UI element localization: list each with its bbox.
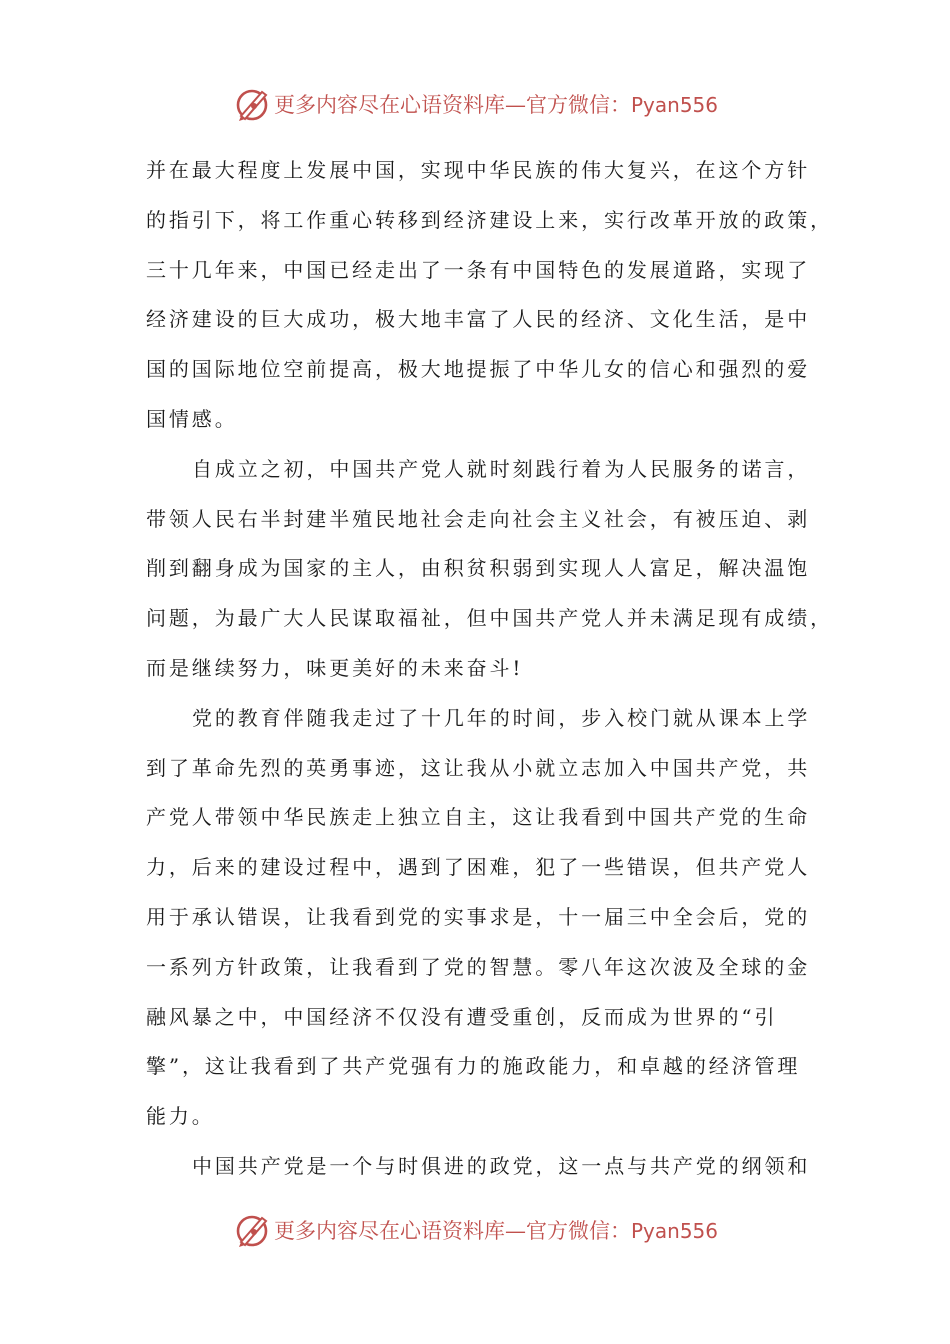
body-text-line: 带领人民右半封建半殖民地社会走向社会主义社会，有被压迫、剥 <box>146 506 811 531</box>
body-text-line: 中国共产党是一个与时俱进的政党，这一点与共产党的纲领和 <box>192 1153 811 1178</box>
body-text-line: 的指引下，将工作重心转移到经济建设上来，实行改革开放的政策， <box>146 207 833 232</box>
body-text-line: 产党人带领中华民族走上独立自主，这让我看到中国共产党的生命 <box>146 805 811 830</box>
body-text-line: 经济建设的巨大成功，极大地丰富了人民的经济、文化生活，是中 <box>146 307 811 332</box>
body-text-line: 融风暴之中，中国经济不仅没有遭受重创，反而成为世界的“引 <box>146 1004 778 1029</box>
pen-circle-logo-icon <box>232 1210 272 1250</box>
body-text-line: 党的教育伴随我走过了十几年的时间，步入校门就从课本上学 <box>192 705 811 730</box>
body-text-line: 自成立之初，中国共产党人就时刻践行着为人民服务的诺言， <box>192 456 811 481</box>
document-body <box>146 146 833 1192</box>
body-text-line: 问题，为最广大人民谋取福祉，但中国共产党人并未满足现有成绩， <box>146 606 833 631</box>
footer-banner <box>0 1208 950 1252</box>
wechat-id: Pyan556 <box>630 1219 718 1243</box>
body-text-line: 一系列方针政策，让我看到了党的智慧。零八年这次波及全球的金 <box>146 954 811 979</box>
body-text-line: 而是继续努力，味更美好的未来奋斗! <box>146 655 524 680</box>
body-text-line: 并在最大程度上发展中国，实现中华民族的伟大复兴，在这个方针 <box>146 158 811 182</box>
body-text-line: 用于承认错误，让我看到党的实事求是，十一届三中全会后，党的 <box>146 904 811 929</box>
pen-circle-logo-icon <box>232 84 272 124</box>
body-text-line: 力，后来的建设过程中，遇到了困难，犯了一些错误，但共产党人 <box>146 855 811 880</box>
body-text-line: 能力。 <box>146 1104 215 1129</box>
wechat-id: Pyan556 <box>630 93 718 117</box>
body-text-line: 国情感。 <box>146 406 238 431</box>
banner-text: 更多内容尽在心语资料库—官方微信：Pyan556 <box>273 1219 718 1243</box>
body-text-line: 三十几年来，中国已经走出了一条有中国特色的发展道路，实现了 <box>146 257 811 282</box>
body-text-line: 到了革命先烈的英勇事迹，这让我从小就立志加入中国共产党，共 <box>146 755 811 780</box>
body-text-line: 削到翻身成为国家的主人，由积贫积弱到实现人人富足，解决温饱 <box>146 556 811 581</box>
body-text-line: 擎”，这让我看到了共产党强有力的施政能力，和卓越的经济管理 <box>146 1054 801 1079</box>
body-text-line: 国的国际地位空前提高，极大地提振了中华儿女的信心和强烈的爱 <box>146 357 811 382</box>
banner-text: 更多内容尽在心语资料库—官方微信：Pyan556 <box>273 93 718 117</box>
header-banner <box>0 82 950 126</box>
